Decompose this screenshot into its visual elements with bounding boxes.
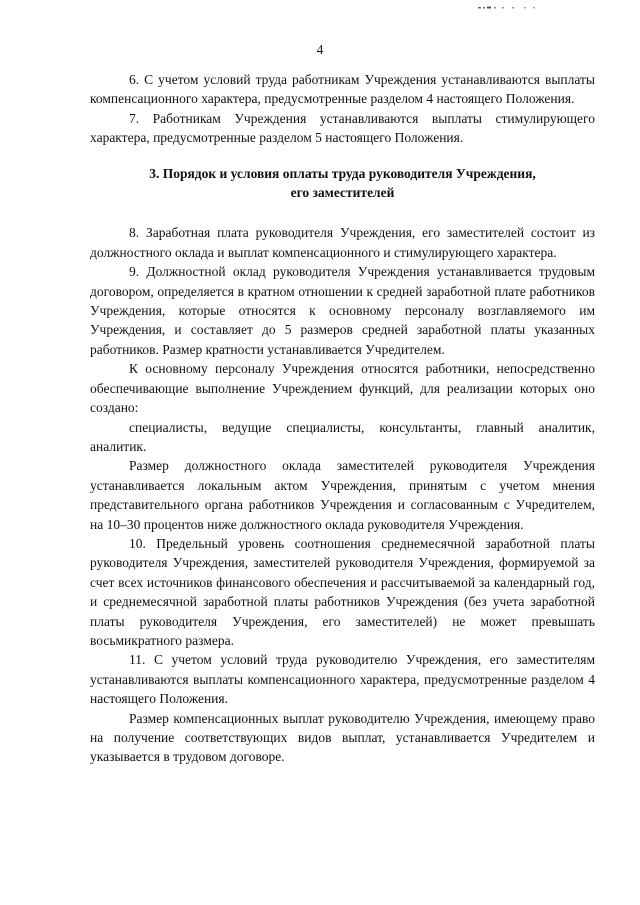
section-heading-line-2: его заместителей <box>290 185 395 201</box>
paragraph-9: 9. Должностной оклад руководителя Учреждения устанавливается трудовым договором, определяется в кратном отношении к средней заработной плате работников Учреждения, которые относятся к основному персоналу возглавляемого им Учреждения, и составляет до 5 размеров средней заработной платы указанных работников. Размер кратности устанавливается Учредителем. <box>90 264 595 357</box>
scan-artifact-mark <box>478 6 536 10</box>
paragraph-10: 10. Предельный уровень соотношения среднемесячной заработной платы руководителя Учреждения, заместителей руководителя Учреждения, формируемой за счет всех источников финансового обеспечения и рассчитываемой за календарный год, и среднемесячной заработной платы работников Учреждения (без учета заработной платы руководителя Учреждения, его заместителей) не может превышать восьмикратного размера. <box>90 535 595 648</box>
paragraph-compensation-size: Размер компенсационных выплат руководителю Учреждения, имеющему право на получение соответствующих видов выплат, устанавливается Учредителем и указывается в трудовом договоре. <box>90 710 595 765</box>
section-heading-line-1: 3. Порядок и условия оплаты труда руководителя Учреждения, <box>149 165 536 181</box>
page-number: 4 <box>316 42 324 57</box>
document-body <box>90 70 595 767</box>
paragraph-11: 11. С учетом условий труда руководителю Учреждения, его заместителям устанавливаются выплаты компенсационного характера, предусмотренные разделом 4 настоящего Положения. <box>90 652 595 707</box>
paragraph-staff-list: специалисты, ведущие специалисты, консультанты, главный аналитик, аналитик. <box>90 419 595 454</box>
paragraph-8: 8. Заработная плата руководителя Учреждения, его заместителей состоит из должностного оклада и выплат компенсационного и стимулирующего характера. <box>90 225 595 260</box>
paragraph-main-staff: К основному персоналу Учреждения относятся работники, непосредственно обеспечивающие выполнение Учреждением функций, для реализации которых оно создано: <box>90 361 595 416</box>
paragraph-deputy-salary: Размер должностного оклада заместителей руководителя Учреждения устанавливается локальным актом Учреждения, принятым с учетом мнения представительного органа работников Учреждения и согласованным с Учредителем, на 10–30 процентов ниже должностного оклада руководителя Учреждения. <box>90 458 595 532</box>
paragraph-7: 7. Работникам Учреждения устанавливаются выплаты стимулирующего характера, предусмотренные разделом 5 настоящего Положения. <box>90 110 595 146</box>
section-heading <box>90 164 595 203</box>
paragraph-6: 6. С учетом условий труда работникам Учреждения устанавливаются выплаты компенсационного характера, предусмотренные разделом 4 настоящего Положения. <box>90 72 595 107</box>
